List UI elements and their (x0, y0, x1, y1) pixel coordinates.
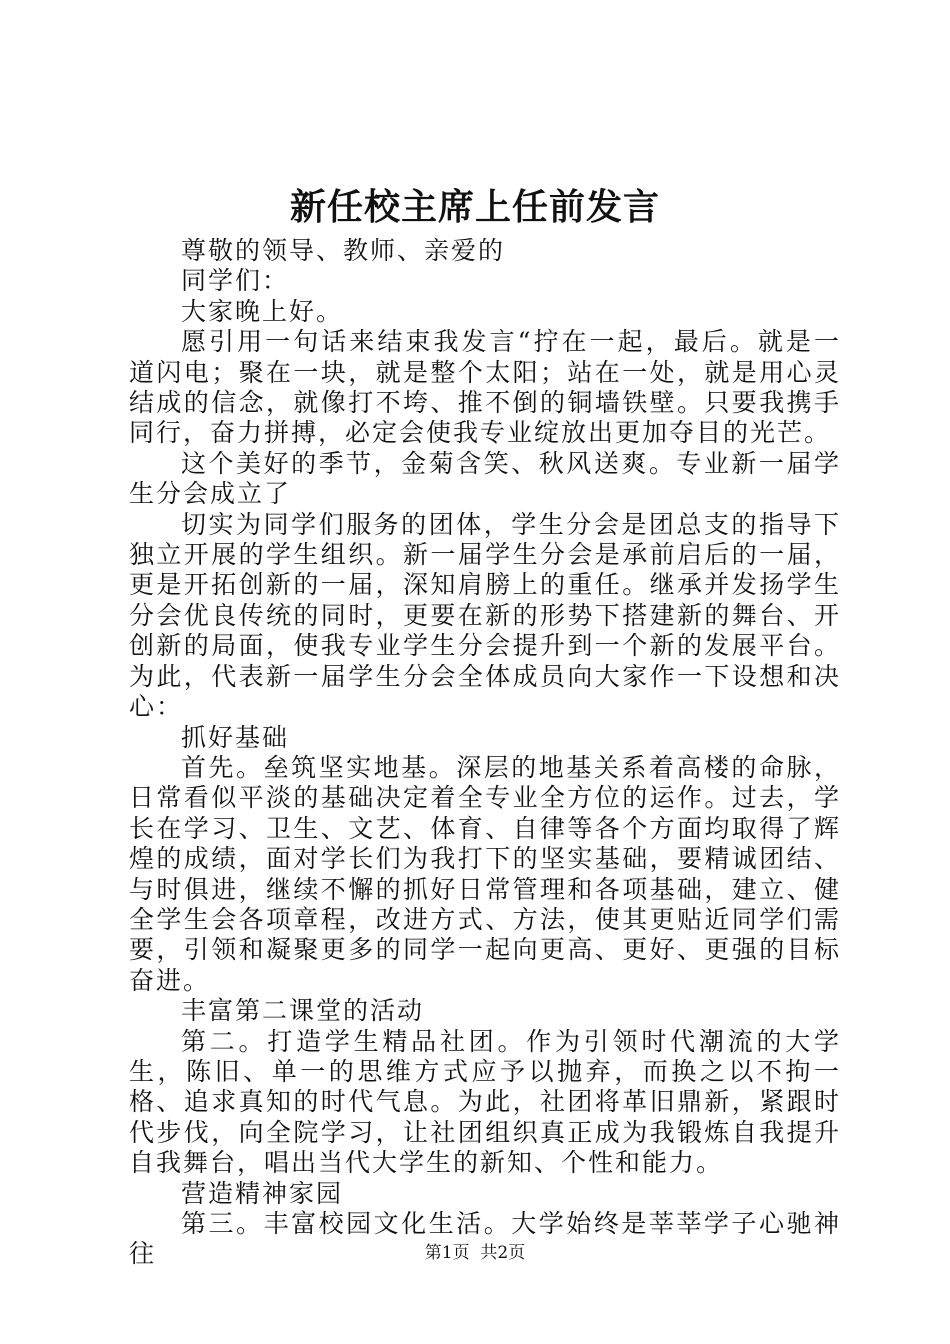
page-number: 第1页 (424, 1243, 470, 1263)
page-total: 共2页 (480, 1243, 526, 1263)
paragraph: 首先。垒筑坚实地基。深层的地基关系着高楼的命脉，日常看似平淡的基础决定着全专业全方位的运作。过去，学长在学习、卫生、文艺、体育、自律等各个方面均取得了辉煌的成绩，面对学长们为我打下的坚实基础，要精诚团结、与时俱进，继续不懈的抓好日常管理和各项基础，建立、健全学生会各项章程，改进方式、方法，使其更贴近同学们需要，引领和凝聚更多的同学一起向更高、更好、更强的目标奋进。 (129, 752, 841, 995)
paragraph-salutation: 尊敬的领导、教师、亲爱的 (181, 236, 506, 265)
section-heading: 抓好基础 (181, 722, 290, 752)
paragraph-salutation-cont: 同学们： (181, 266, 290, 296)
paragraph-greeting: 大家晚上好。 (181, 296, 344, 326)
paragraph: 切实为同学们服务的团体，学生分会是团总支的指导下独立开展的学生组织。新一届学生分会是承前启后的一届，更是开拓创新的一届，深知肩膀上的重任。继承并发扬学生分会优良传统的同时，更要在新的形势下搭建新的舞台、开创新的局面，使我专业学生分会提升到一个新的发展平台。为此，代表新一届学生分会全体成员向大家作一下设想和决心： (129, 509, 841, 722)
paragraph: 第三。丰富校园文化生活。大学始终是莘莘学子心驰神往 (129, 1209, 841, 1269)
document-title: 新任校主席上任前发言 (289, 186, 660, 228)
footer-spacer (470, 1243, 481, 1263)
paragraph: 这个美好的季节，金菊含笑、秋风送爽。专业新一届学生分会成立了 (129, 448, 841, 509)
paragraph: 第二。打造学生精品社团。作为引领时代潮流的大学生，陈旧、单一的思维方式应予以抛弃，而换之以不拘一格、追求真知的时代气息。为此，社团将革旧鼎新，紧跟时代步伐，向全院学习，让社团组织真正成为我锻炼自我提升自我舞台，唱出当代大学生的新知、个性和能力。 (129, 1026, 841, 1178)
page-footer (0, 1241, 950, 1265)
section-heading: 丰富第二课堂的活动 (181, 996, 425, 1026)
paragraph: 愿引用一句话来结束我发言“拧在一起，最后。就是一道闪电；聚在一块，就是整个太阳；站在一处，就是用心灵结成的信念，就像打不垮、推不倒的铜墙铁壁。只要我携手同行，奋力拼搏，必定会使我专业绽放出更加夺目的光芒。 (129, 327, 841, 448)
section-heading: 营造精神家园 (181, 1178, 344, 1208)
document-body (129, 236, 841, 1270)
